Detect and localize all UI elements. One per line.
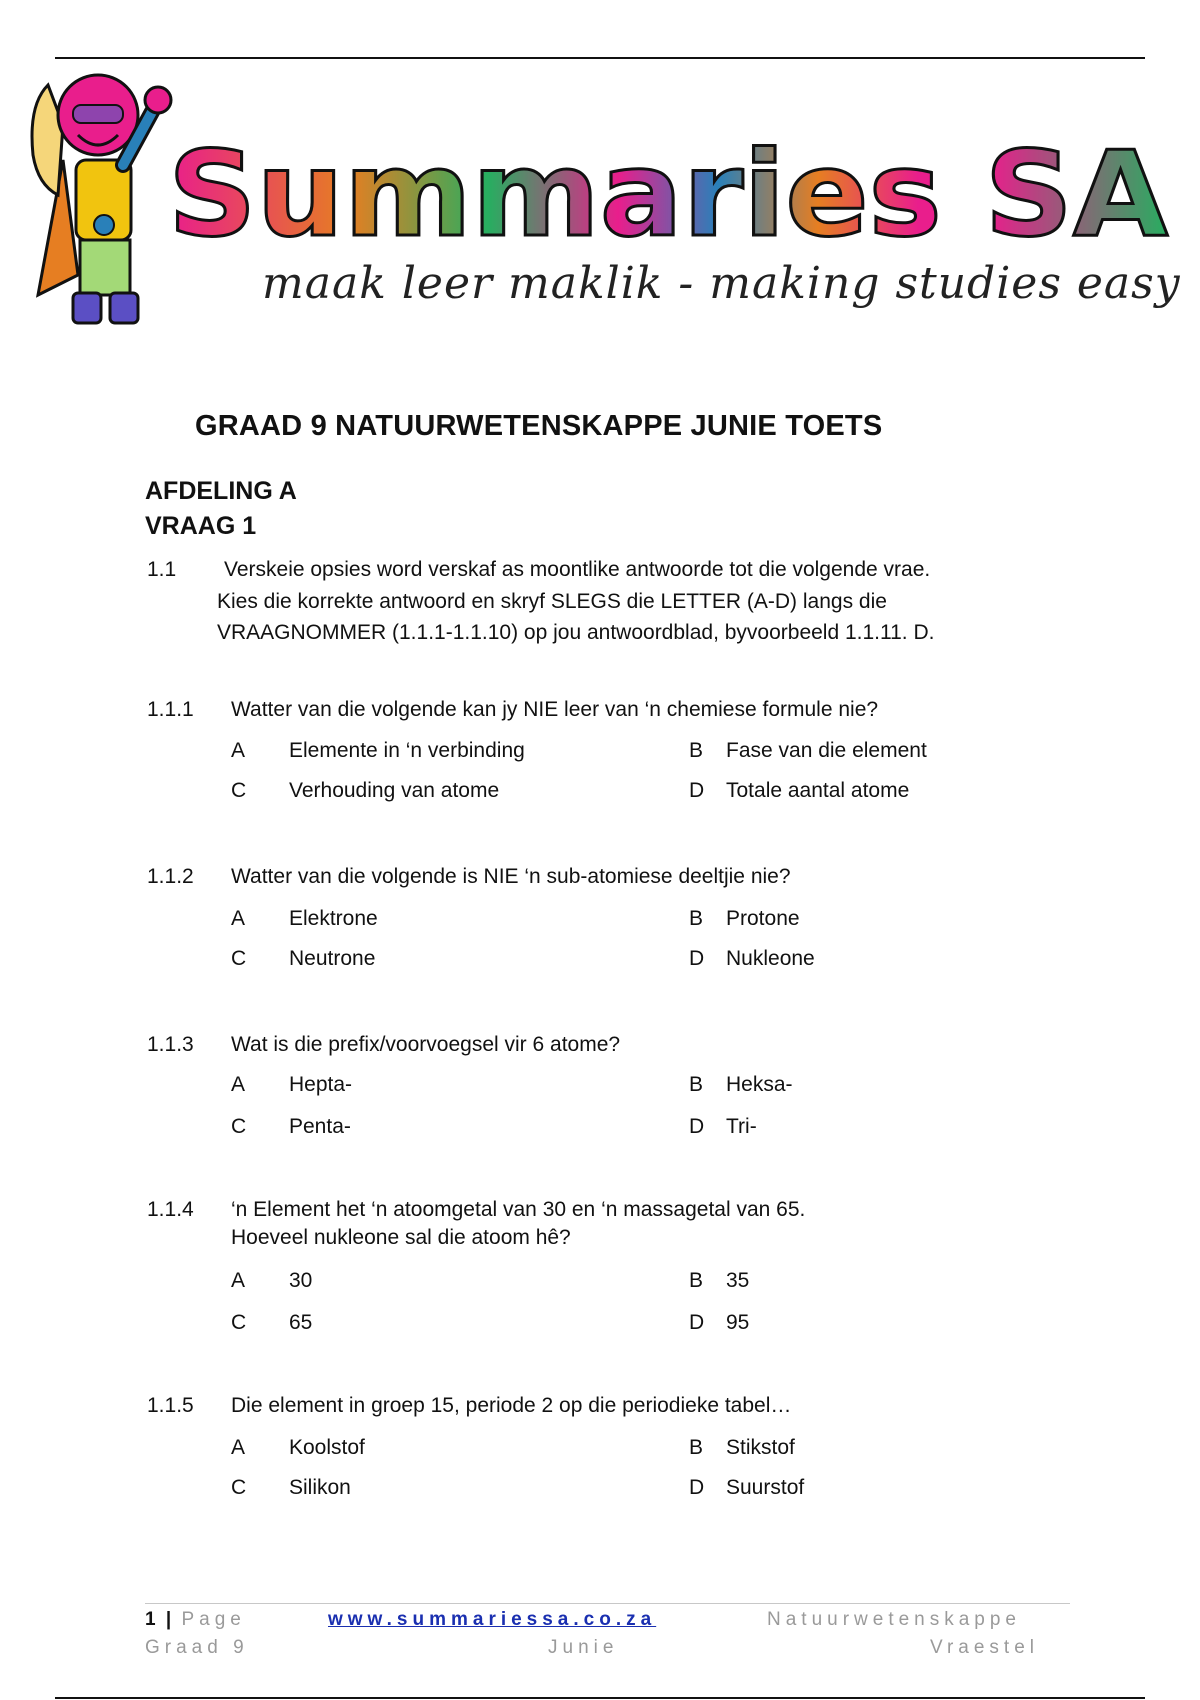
intro-number: 1.1	[147, 558, 177, 581]
option-text: Heksa-	[726, 1073, 793, 1096]
footer-subject: Natuurwetenskappe	[767, 1609, 1021, 1630]
intro-line: Kies die korrekte antwoord en skryf SLEGS die LETTER (A-D) langs die	[217, 590, 887, 613]
option-letter: C	[231, 1115, 247, 1138]
option-letter: A	[231, 1269, 246, 1292]
option-letter: C	[231, 1476, 247, 1499]
top-rule	[55, 57, 1145, 59]
option-text: Totale aantal atome	[726, 779, 910, 802]
option-letter: D	[689, 1115, 705, 1138]
option-letter: D	[689, 779, 705, 802]
superhero-mascot-icon	[18, 45, 193, 335]
question-heading: VRAAG 1	[145, 512, 257, 540]
option-letter: D	[689, 1476, 705, 1499]
option-letter: A	[231, 907, 246, 930]
option-letter: B	[689, 1436, 704, 1459]
page-label: Page	[181, 1609, 246, 1630]
option-text: Tri-	[726, 1115, 757, 1138]
intro-line: VRAAGNOMMER (1.1.1-1.1.10) op jou antwoordblad, byvoorbeeld 1.1.11. D.	[217, 621, 935, 644]
option-letter: A	[231, 739, 246, 762]
option-text: Protone	[726, 907, 800, 930]
option-letter: B	[689, 739, 704, 762]
option-text: Fase van die element	[726, 739, 927, 762]
option-text: Penta-	[289, 1115, 351, 1138]
option-letter: C	[231, 947, 247, 970]
page-number: 1	[145, 1609, 156, 1630]
question-number: 1.1.2	[147, 865, 194, 888]
footer-rule	[145, 1603, 1070, 1604]
question-text: Die element in groep 15, periode 2 op die periodieke tabel…	[231, 1394, 792, 1417]
section-heading: AFDELING A	[145, 477, 297, 505]
footer-term: Junie	[548, 1637, 619, 1658]
website-link[interactable]: www.summariessa.co.za	[328, 1609, 657, 1630]
brand-tagline: maak leer maklik - making studies easy	[262, 258, 1181, 309]
option-text: Silikon	[289, 1476, 351, 1499]
option-letter: B	[689, 907, 704, 930]
option-text: Elemente in ‘n verbinding	[289, 739, 525, 762]
option-letter: A	[231, 1436, 246, 1459]
page-title: GRAAD 9 NATUURWETENSKAPPE JUNIE TOETS	[195, 410, 883, 442]
option-text: Nukleone	[726, 947, 815, 970]
option-text: Koolstof	[289, 1436, 365, 1459]
option-text: 95	[726, 1311, 750, 1334]
intro-line: Verskeie opsies word verskaf as moontlike antwoorde tot die volgende vrae.	[224, 558, 931, 581]
footer-page	[145, 1609, 246, 1631]
option-text: 30	[289, 1269, 313, 1292]
page-separator: |	[165, 1609, 172, 1630]
summaries-sa-logo	[168, 130, 1178, 260]
question-number: 1.1.1	[147, 698, 194, 721]
option-text: Elektrone	[289, 907, 378, 930]
option-text: 35	[726, 1269, 750, 1292]
option-text: Hepta-	[289, 1073, 353, 1096]
option-text: 65	[289, 1311, 313, 1334]
question-text: Wat is die prefix/voorvoegsel vir 6 atome?	[231, 1033, 621, 1056]
bottom-rule	[55, 1697, 1145, 1699]
question-text: Hoeveel nukleone sal die atoom hê?	[231, 1226, 571, 1249]
question-number: 1.1.3	[147, 1033, 194, 1056]
footer-doc-type: Vraestel	[930, 1637, 1039, 1658]
question-text: Watter van die volgende kan jy NIE leer van ‘n chemiese formule nie?	[231, 698, 879, 721]
option-text: Neutrone	[289, 947, 376, 970]
option-letter: B	[689, 1269, 704, 1292]
footer-grade: Graad 9	[145, 1637, 249, 1658]
option-text: Stikstof	[726, 1436, 795, 1459]
question-number: 1.1.5	[147, 1394, 194, 1417]
brand-name: Summaries SA	[168, 130, 1168, 260]
option-letter: C	[231, 1311, 247, 1334]
option-letter: B	[689, 1073, 704, 1096]
question-text: Watter van die volgende is NIE ‘n sub-atomiese deeltjie nie?	[231, 865, 791, 888]
option-letter: C	[231, 779, 247, 802]
option-letter: D	[689, 1311, 705, 1334]
option-letter: D	[689, 947, 705, 970]
option-letter: A	[231, 1073, 246, 1096]
question-text: ‘n Element het ‘n atoomgetal van 30 en ‘n massagetal van 65.	[231, 1198, 806, 1221]
question-number: 1.1.4	[147, 1198, 194, 1221]
option-text: Verhouding van atome	[289, 779, 500, 802]
option-text: Suurstof	[726, 1476, 805, 1499]
